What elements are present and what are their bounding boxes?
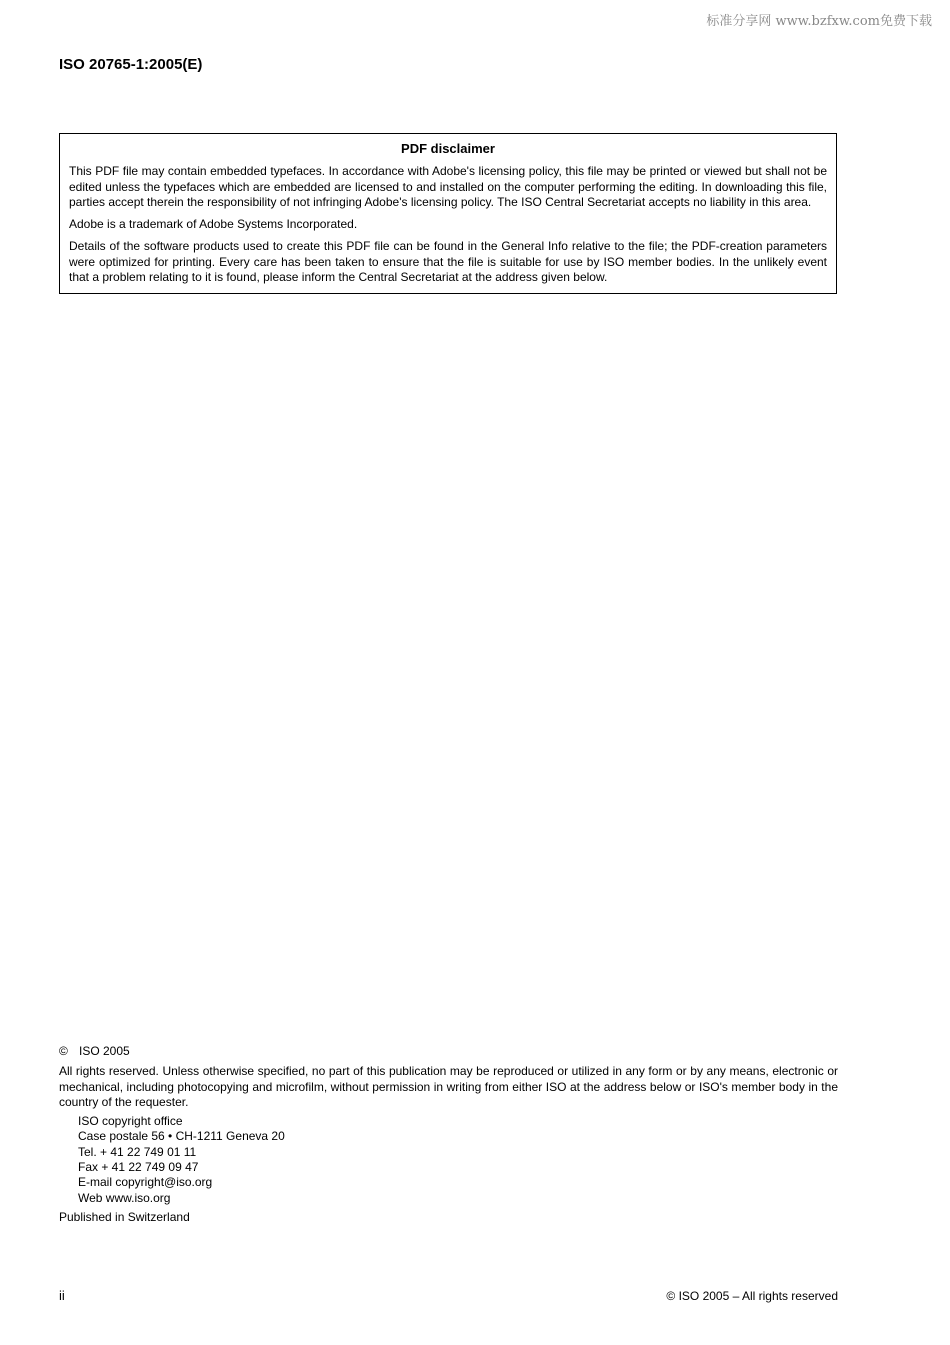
copyright-year: ISO 2005	[79, 1044, 130, 1058]
watermark: 标准分享网 www.bzfxw.com免费下载	[706, 14, 932, 29]
published-location: Published in Switzerland	[59, 1209, 190, 1224]
footer-copyright: © ISO 2005 – All rights reserved	[666, 1289, 838, 1303]
address-line: Case postale 56 • CH-1211 Geneva 20	[78, 1129, 285, 1144]
address-line: Web www.iso.org	[78, 1190, 171, 1205]
copyright-notice	[59, 1044, 838, 1225]
document-id-header: ISO 20765-1:2005(E)	[59, 56, 203, 73]
disclaimer-paragraph: This PDF file may contain embedded typefaces. In accordance with Adobe's licensing policy, this file may be printed or viewed but shall not be edited unless the typefaces which are embedded are licensed to and installed on the computer performing the editing. In downloading this file, parties accept therein the responsibility of not infringing Adobe's licensing policy. The ISO Central Secretariat accepts no liability in this area.	[69, 164, 827, 209]
disclaimer-paragraph: Adobe is a trademark of Adobe Systems Incorporated.	[69, 217, 358, 232]
address-line: Tel. + 41 22 749 01 11	[78, 1144, 197, 1159]
disclaimer-title: PDF disclaimer	[401, 141, 495, 156]
address-line: Fax + 41 22 749 09 47	[78, 1160, 199, 1175]
rights-reserved-text: All rights reserved. Unless otherwise specified, no part of this publication may be reproduced or utilized in any form or by any means, electronic or mechanical, including photocopying and microfilm, without permission in writing from either ISO at the address below or ISO's member body in the country of the requester.	[59, 1064, 838, 1109]
copyright-symbol: ©	[59, 1044, 68, 1058]
disclaimer-paragraph: Details of the software products used to create this PDF file can be found in the General Info relative to the file; the PDF-creation parameters were optimized for printing. Every care has been taken to ensure that the file is suitable for use by ISO member bodies. In the unlikely event that a problem relating to it is found, please inform the Central Secretariat at the address given below.	[69, 239, 827, 285]
address-line: ISO copyright office	[78, 1114, 183, 1129]
address-line: E-mail copyright@iso.org	[78, 1175, 213, 1190]
pdf-disclaimer-box	[59, 133, 837, 294]
copyright-year-line	[59, 1044, 838, 1059]
copyright-office-address	[78, 1114, 838, 1206]
page-number: ii	[59, 1288, 65, 1303]
